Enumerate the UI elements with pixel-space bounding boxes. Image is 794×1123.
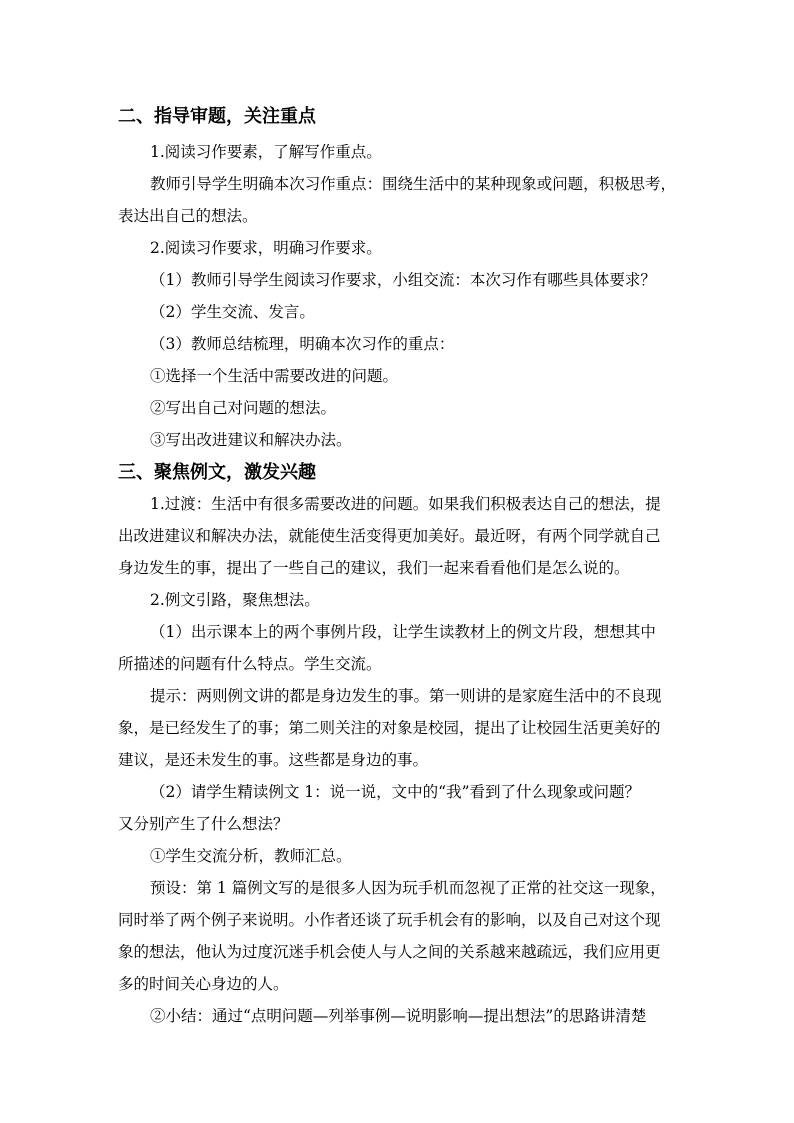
- paragraph: 多的时间关心身边的人。: [118, 975, 289, 993]
- paragraph: 又分别产生了什么想法？: [118, 815, 289, 833]
- list-item: ②小结：通过“点明问题—列举事例—说明影响—提出想法”的思路讲清楚: [150, 1007, 647, 1025]
- paragraph: 出改进建议和解决办法，就能使生活变得更加美好。最近呀，有两个同学就自己: [118, 527, 661, 545]
- paragraph: 建议，是还未发生的事。这些都是身边的事。: [118, 751, 429, 769]
- list-item: ①学生交流分析，教师汇总。: [150, 847, 352, 865]
- paragraph: 1.过渡：生活中有很多需要改进的问题。如果我们积极表达自己的想法，提: [150, 495, 661, 513]
- paragraph: （3）教师总结梳理，明确本次习作的重点：: [150, 335, 455, 353]
- paragraph: 预设：第 1 篇例文写的是很多人因为玩手机而忽视了正常的社交这一现象，: [150, 879, 666, 897]
- paragraph: （1）出示课本上的两个事例片段，让学生读教材上的例文片段，想想其中: [150, 623, 656, 641]
- list-item: ③写出改进建议和解决办法。: [150, 431, 352, 449]
- paragraph: 所描述的问题有什么特点。学生交流。: [118, 655, 382, 673]
- paragraph: 同时举了两个例子来说明。小作者还谈了玩手机会有的影响，以及自己对这个现: [118, 911, 661, 929]
- paragraph: 身边发生的事，提出了一些自己的建议，我们一起来看看他们是怎么说的。: [118, 559, 630, 577]
- section-heading-3: 三、聚焦例文，激发兴趣: [118, 462, 316, 483]
- paragraph: 表达出自己的想法。: [118, 207, 258, 225]
- paragraph: （1）教师引导学生阅读习作要求，小组交流：本次习作有哪些具体要求？: [150, 271, 656, 289]
- paragraph: 象的想法，他认为过度沉迷手机会使人与人之间的关系越来越疏远，我们应用更: [118, 943, 661, 961]
- paragraph: 2.例文引路，聚焦想法。: [150, 591, 320, 609]
- paragraph: 提示：两则例文讲的都是身边发生的事。第一则讲的是家庭生活中的不良现: [150, 687, 662, 705]
- paragraph: 1.阅读习作要素，了解写作重点。: [150, 143, 382, 161]
- list-item: ②写出自己对问题的想法。: [150, 399, 337, 417]
- list-item: ①选择一个生活中需要改进的问题。: [150, 367, 399, 385]
- paragraph: 象，是已经发生了的事；第二则关注的对象是校园，提出了让校园生活更美好的: [118, 719, 661, 737]
- section-heading-2: 二、指导审题，关注重点: [118, 106, 316, 127]
- paragraph: （2）请学生精读例文 1：说一说，文中的“我”看到了什么现象或问题？: [150, 783, 641, 801]
- paragraph: 2.阅读习作要求，明确习作要求。: [150, 239, 382, 257]
- paragraph: （2）学生交流、发言。: [150, 303, 315, 321]
- paragraph: 教师引导学生明确本次习作重点：围绕生活中的某种现象或问题，积极思考，: [150, 175, 676, 193]
